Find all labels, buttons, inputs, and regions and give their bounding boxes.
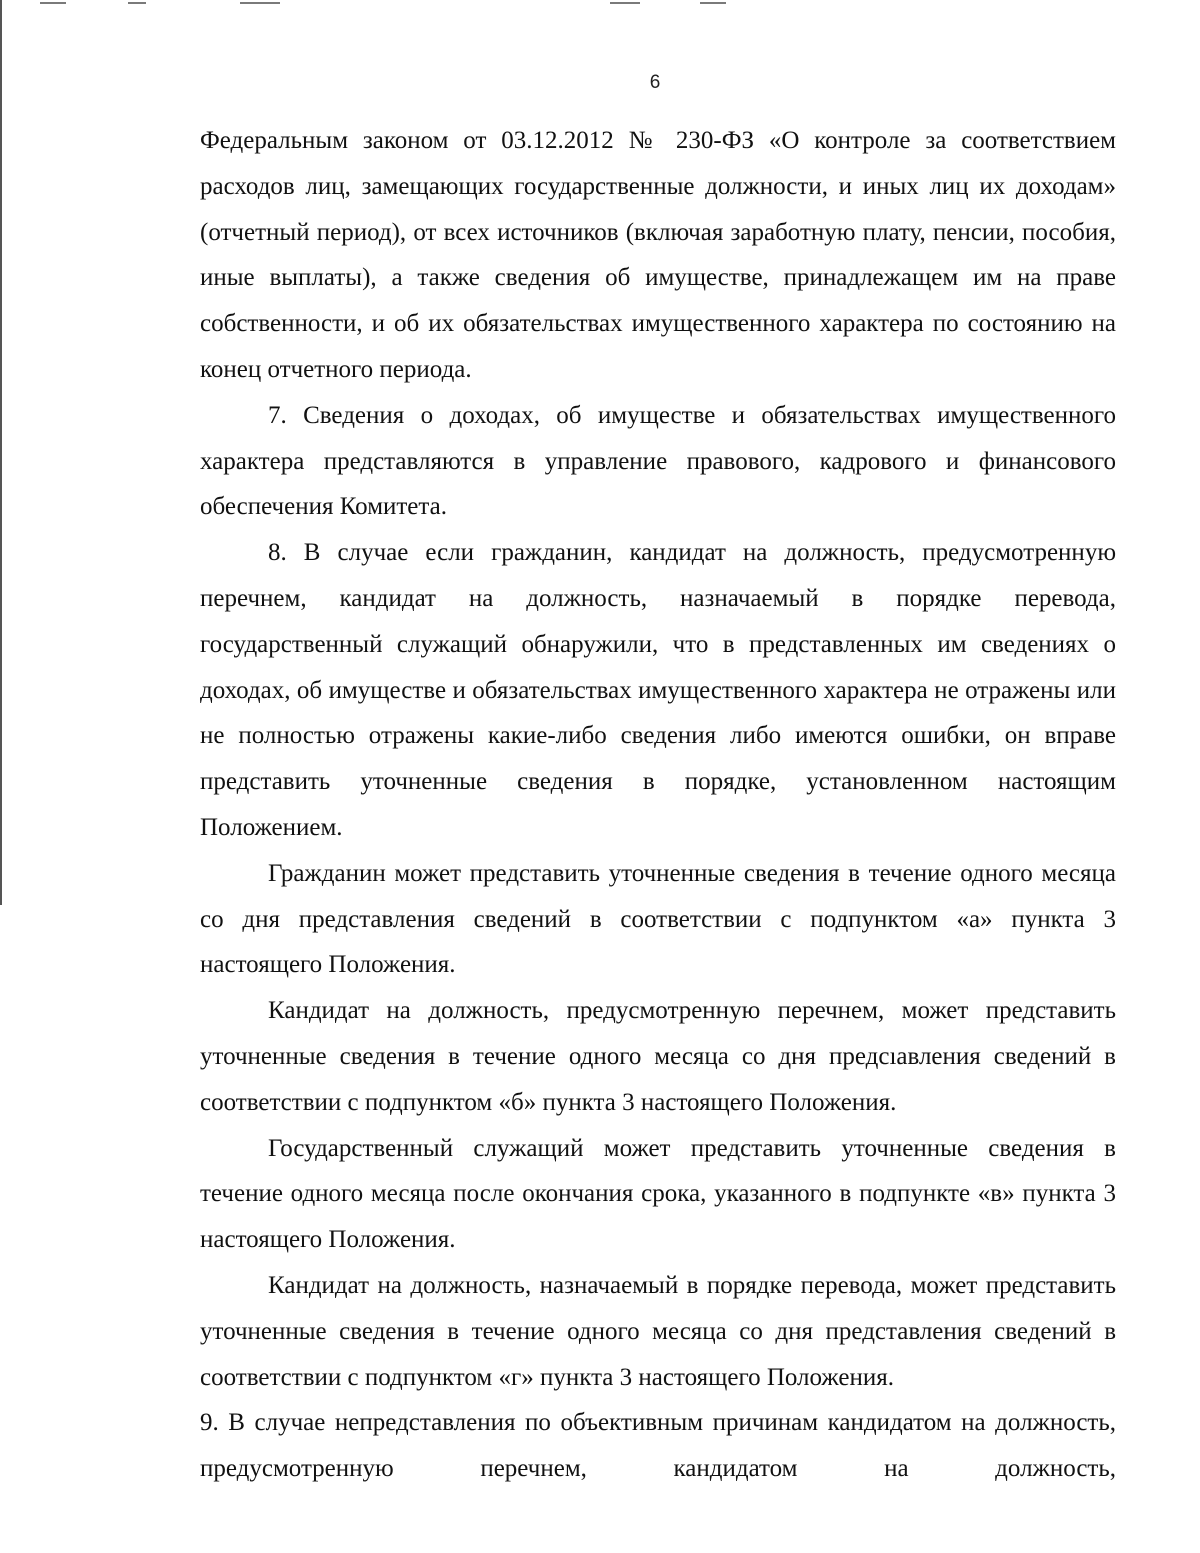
scan-mark — [240, 2, 280, 4]
paragraph-7: 7. Сведения о доходах, об имуществе и обязательствах имущественного характера представляются в управление правового, кадрового и финансового обеспечения Комитета. — [200, 401, 1116, 521]
paragraph-transfer-candidate: Кандидат на должность, назначаемый в порядке перевода, может представить уточненные сведения в течение одного месяца со дня представления сведений в соответствии с подпунктом «г» пункта 3 настоящего Положения. — [200, 1271, 1116, 1391]
paragraph-candidate: Кандидат на должность, предусмотренную перечнем, может представить уточненные сведения в течение одного месяца со дня предсıавления сведений в соответствии с подпунктом «б» пункта 3 настоящего Положения. — [200, 997, 1116, 1116]
scan-left-edge — [0, 0, 2, 905]
document-body — [200, 118, 1116, 1492]
scan-edge-marks — [0, 0, 1200, 10]
paragraph-continued: Федеральным законом от 03.12.2012 № 230-ФЗ «О контроле за соответствием расходов лиц, замещающих государственные должности, и иных лиц их доходам» (отчетный период), от всех источников (включая заработную плату, пенсии, пособия, иные выплаты), а также сведения об имуществе, принадлежащем им на праве собственности, и об их обязательствах имущественного характера по состоянию на конец отчетного периода. — [200, 127, 1116, 383]
paragraph-citizen: Гражданин может представить уточненные сведения в течение одного месяца со дня представления сведений в соответствии с подпунктом «а» пункта 3 настоящего Положения. — [200, 859, 1116, 979]
page-number: 6 — [649, 72, 661, 93]
scan-mark — [128, 2, 146, 4]
scan-mark — [40, 2, 66, 4]
scan-mark — [700, 2, 726, 4]
paragraph-9: 9. В случае непредставления по объективным причинам кандидатом на должность, предусмотренную перечнем, кандидатом на должность, — [200, 1409, 1116, 1483]
scan-mark — [610, 2, 640, 4]
paragraph-8: 8. В случае если гражданин, кандидат на должность, предусмотренную перечнем, кандидат на должность, назначаемый в порядке перевода, государственный служащий обнаружили, что в представленных им сведениях о доходах, об имуществе и обязательствах имущественного характера не отражены или не полностью отражены какие-либо сведения либо имеются ошибки, он вправе представить уточненные сведения в порядке, установленном настоящим Положением. — [200, 539, 1116, 841]
paragraph-civil-servant: Государственный служащий может представить уточненные сведения в течение одного месяца после окончания срока, указанного в подпункте «в» пункта 3 настоящего Положения. — [200, 1134, 1116, 1254]
